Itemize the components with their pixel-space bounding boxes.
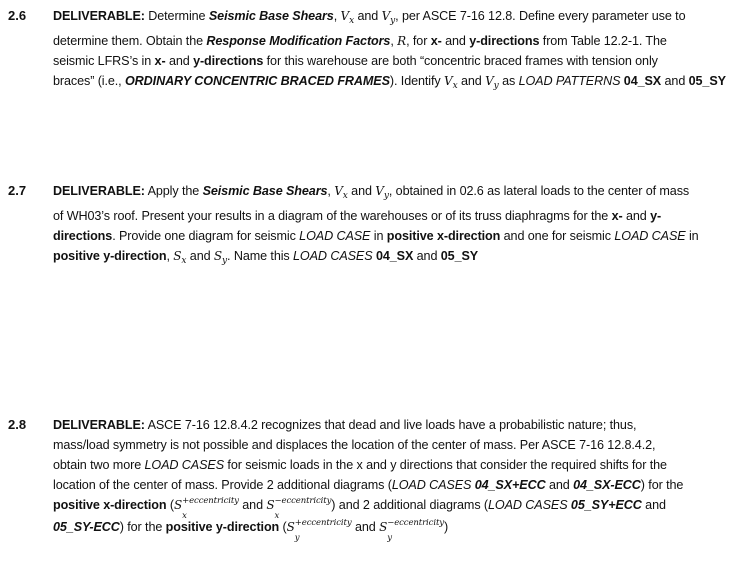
- math-variable: S: [173, 249, 182, 263]
- text-run: for this warehouse are both “concentric braced frames with tension only: [263, 54, 658, 68]
- text-run: . Provide one diagram for seismic: [112, 229, 300, 243]
- bold-run: directions: [53, 229, 113, 243]
- math-superscript: +eccentricity: [182, 496, 239, 506]
- math-symbol: [485, 74, 499, 91]
- text-line: [53, 435, 725, 455]
- text-line: [53, 31, 725, 51]
- text-run: (: [279, 520, 287, 534]
- text-line: [53, 246, 725, 271]
- text-run: in: [685, 229, 699, 243]
- bold-italic-text: 05_SY-ECC: [53, 520, 120, 534]
- text-run: and: [441, 34, 470, 48]
- text-run: , obtained in 02.6 as lateral loads to the center of mass: [388, 184, 690, 198]
- bold-italic-run: [209, 9, 334, 23]
- text-run: from Table 12.2-1. The: [539, 34, 667, 48]
- text-run: ) for the: [640, 478, 684, 492]
- text-run: as: [498, 74, 519, 88]
- text-run: seismic LFRS’s in: [53, 54, 155, 68]
- bold-run: positive y-direction: [53, 249, 167, 263]
- text-run: ,: [166, 249, 174, 263]
- italic-run: LOAD PATTERNS: [518, 74, 621, 88]
- bold-run: 04_SX: [623, 74, 662, 88]
- math-symbol-supsub: [173, 496, 239, 521]
- math-superscript: −eccentricity: [274, 496, 332, 506]
- italic-run: LOAD CASES: [391, 478, 472, 492]
- math-symbol: [340, 9, 355, 26]
- text-line: [53, 475, 725, 495]
- math-variable: S: [379, 520, 388, 534]
- math-subscript: x: [181, 256, 187, 266]
- math-variable: S: [286, 520, 295, 534]
- text-run: and: [457, 74, 486, 88]
- bold-run: positive y-direction: [165, 520, 280, 534]
- math-variable: S: [213, 249, 223, 263]
- bold-run: 04_SX: [375, 249, 414, 263]
- text-line: [53, 206, 725, 226]
- text-run: in: [370, 229, 387, 243]
- math-superscript: −eccentricity: [387, 518, 444, 528]
- math-subscript: x: [182, 511, 187, 521]
- bold-run: positive x-direction: [386, 229, 501, 243]
- text-line: [53, 6, 725, 31]
- text-run: and: [351, 520, 380, 534]
- math-superscript: +eccentricity: [294, 518, 352, 528]
- math-subscript: y: [493, 81, 499, 91]
- bold-italic-run: [571, 498, 642, 512]
- text-run: mass/load symmetry is not possible and displaces the location of the center of mass. Per ASCE 7-16 12.8.4.2,: [53, 438, 656, 452]
- math-variable: S: [266, 498, 275, 512]
- text-line: [53, 226, 725, 246]
- bold-italic-run: [53, 520, 120, 534]
- math-subscript: x: [349, 16, 355, 26]
- math-variable: V: [485, 74, 494, 88]
- bold-italic-run: [203, 184, 328, 198]
- math-subscript: y: [383, 191, 389, 201]
- item-paragraph: [53, 415, 725, 543]
- bold-run: x-: [611, 209, 623, 223]
- text-run: (: [166, 498, 174, 512]
- italic-run: LOAD CASES: [293, 249, 373, 263]
- text-run: and: [165, 54, 194, 68]
- text-run: ) and 2 additional diagrams (: [331, 498, 489, 512]
- text-run: and: [238, 498, 267, 512]
- italic-run: LOAD CASES: [488, 498, 568, 512]
- math-variable: V: [340, 9, 350, 23]
- bold-run: positive x-direction: [53, 498, 167, 512]
- text-run: obtain two more: [53, 458, 145, 472]
- text-run: and: [545, 478, 574, 492]
- math-symbol: [334, 184, 348, 201]
- text-run: braces” (i.e.,: [53, 74, 125, 88]
- text-run: and: [347, 184, 376, 198]
- bold-run: y-: [650, 209, 662, 223]
- item-paragraph: [53, 6, 725, 96]
- math-subscript: x: [274, 511, 280, 521]
- text-run: for seismic loads in the x and y directions that consider the required shifts for the: [224, 458, 667, 472]
- italic-run: LOAD CASE: [614, 229, 686, 243]
- item-number: 2.8: [8, 417, 27, 432]
- text-line: [53, 455, 725, 475]
- math-variable: R: [397, 34, 407, 48]
- text-run: ). Identify: [389, 74, 445, 88]
- bold-italic-text: Seismic Base Shears: [202, 184, 328, 198]
- bold-italic-text: 05_SY+ECC: [570, 498, 642, 512]
- text-run: and: [622, 209, 651, 223]
- text-line: [53, 71, 725, 96]
- text-run: ,: [390, 34, 398, 48]
- text-run: Determine: [144, 9, 209, 23]
- text-run: and: [661, 74, 689, 88]
- bold-italic-text: 04_SX+ECC: [474, 478, 546, 492]
- bold-run: 05_SY: [688, 74, 726, 88]
- text-run: ) for the: [119, 520, 166, 534]
- text-run: , for: [406, 34, 431, 48]
- math-scripts: [274, 495, 332, 521]
- text-run: and one for seismic: [500, 229, 615, 243]
- math-symbol: [173, 249, 187, 266]
- bold-run: y-directions: [193, 54, 264, 68]
- math-variable: S: [173, 498, 183, 512]
- bold-run: x-: [430, 34, 442, 48]
- text-run: and: [413, 249, 441, 263]
- bold-run: DELIVERABLE:: [53, 9, 145, 23]
- text-run: location of the center of mass. Provide 2 additional diagrams (: [53, 478, 392, 492]
- text-line: [53, 495, 725, 521]
- math-symbol-supsub: [379, 518, 444, 543]
- math-symbol: [375, 184, 389, 201]
- italic-run: LOAD CASE: [299, 229, 371, 243]
- text-run: ,: [327, 184, 335, 198]
- math-variable: V: [381, 9, 391, 23]
- math-symbol: [397, 34, 406, 48]
- text-run: ,: [333, 9, 341, 23]
- math-scripts: [387, 517, 444, 543]
- math-symbol-supsub: [286, 518, 352, 543]
- text-run: ASCE 7-16 12.8.4.2 recognizes that dead and live loads have a probabilistic nature; thus,: [144, 418, 637, 432]
- bold-run: DELIVERABLE:: [53, 418, 145, 432]
- bold-italic-run: [206, 34, 390, 48]
- bold-italic-text: Seismic Base Shears: [208, 9, 334, 23]
- text-line: [53, 517, 725, 543]
- bold-italic-text: Response Modification Factors: [206, 34, 391, 48]
- italic-run: LOAD CASES: [144, 458, 225, 472]
- item-paragraph: [53, 181, 725, 271]
- bold-italic-text: 04_SX-ECC: [573, 478, 641, 492]
- math-symbol: [381, 9, 396, 26]
- math-symbol: [213, 249, 228, 266]
- text-run: Apply the: [144, 184, 203, 198]
- bold-run: DELIVERABLE:: [53, 184, 145, 198]
- text-run: and: [641, 498, 666, 512]
- bold-italic-run: [573, 478, 641, 492]
- text-run: of WH03’s roof. Present your results in a diagram of the warehouses or of its truss diaphragms for the: [53, 209, 612, 223]
- math-subscript: x: [452, 81, 458, 91]
- math-variable: V: [375, 184, 384, 198]
- math-symbol-supsub: [266, 496, 332, 521]
- math-subscript: y: [387, 533, 392, 543]
- bold-run: y-directions: [469, 34, 540, 48]
- bold-italic-text: ORDINARY CONCENTRIC BRACED FRAMES: [124, 74, 390, 88]
- math-variable: V: [334, 184, 343, 198]
- text-line: [53, 51, 725, 71]
- text-line: [53, 181, 725, 206]
- math-subscript: y: [222, 256, 228, 266]
- text-run: and: [354, 9, 382, 23]
- item-number: 2.7: [8, 183, 27, 198]
- math-symbol: [444, 74, 458, 91]
- math-subscript: x: [342, 191, 348, 201]
- item-number: 2.6: [8, 8, 27, 23]
- bold-run: x-: [154, 54, 166, 68]
- text-run: , per ASCE 7-16 12.8. Define every parameter use to: [395, 9, 686, 23]
- text-run: ): [443, 520, 449, 534]
- math-variable: V: [444, 74, 453, 88]
- text-line: [53, 415, 725, 435]
- math-scripts: [294, 517, 352, 543]
- text-run: . Name this: [227, 249, 294, 263]
- bold-run: 05_SY: [440, 249, 479, 263]
- bold-italic-run: [475, 478, 546, 492]
- math-subscript: y: [294, 533, 300, 543]
- text-run: and: [186, 249, 214, 263]
- math-subscript: y: [390, 16, 396, 26]
- math-scripts: [182, 495, 239, 521]
- bold-italic-run: [125, 74, 390, 88]
- text-run: determine them. Obtain the: [53, 34, 207, 48]
